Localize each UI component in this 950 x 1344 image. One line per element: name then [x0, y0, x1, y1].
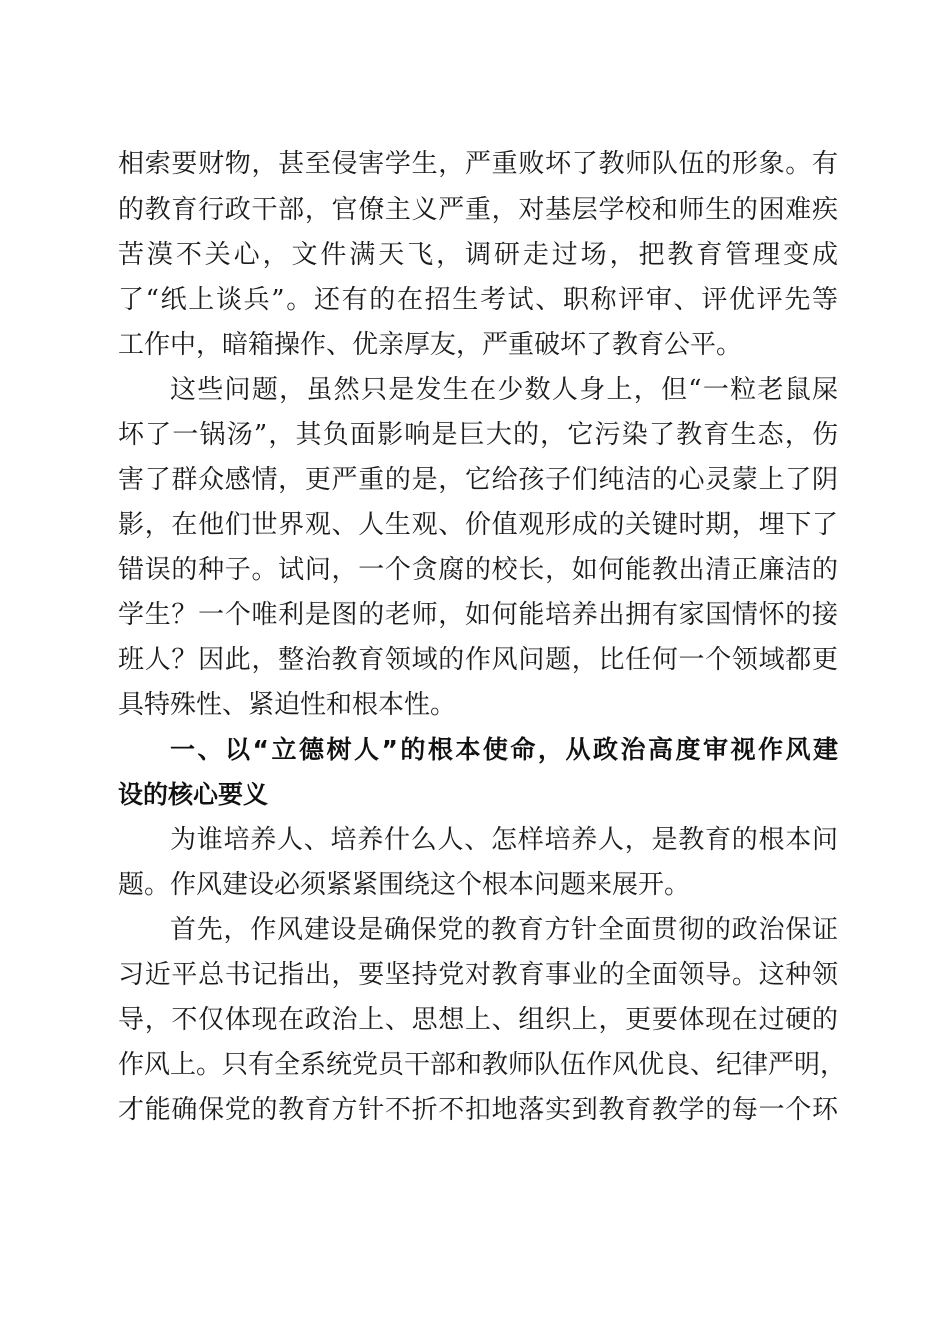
paragraph-4-line-3: 导，不仅体现在政治上、思想上、组织上，更要体现在过硬的	[118, 1005, 838, 1035]
paragraph-2-line-2: 坏了一锅汤”，其负面影响是巨大的，它污染了教育生态，伤	[118, 420, 838, 450]
paragraph-3-line-2: 题。作风建设必须紧紧围绕这个根本问题来展开。	[118, 870, 691, 900]
paragraph-2-line-7: 班人？因此，整治教育领域的作风问题，比任何一个领域都更	[118, 645, 838, 675]
paragraph-1-line-1: 相索要财物，甚至侵害学生，严重败坏了教师队伍的形象。有	[118, 149, 838, 179]
paragraph-2-line-3: 害了群众感情，更严重的是，它给孩子们纯洁的心灵蒙上了阴	[118, 465, 838, 495]
paragraph-3-line-1: 为谁培养人、培养什么人、怎样培养人，是教育的根本问	[170, 825, 838, 855]
paragraph-2-line-5: 错误的种子。试问，一个贪腐的校长，如何能教出清正廉洁的	[118, 555, 838, 585]
paragraph-2-line-1: 这些问题，虽然只是发生在少数人身上，但“一粒老鼠屎	[170, 375, 838, 405]
paragraph-4-line-5: 才能确保党的教育方针不折不扣地落实到教育教学的每一个环	[118, 1095, 838, 1125]
paragraph-1-line-3: 苦漠不关心，文件满天飞，调研走过场，把教育管理变成	[118, 240, 838, 270]
section-heading-line-2: 设的核心要义	[118, 780, 269, 809]
paragraph-4-line-1: 首先，作风建设是确保党的教育方针全面贯彻的政治保证	[170, 915, 838, 945]
paragraph-4-line-2: 习近平总书记指出，要坚持党对教育事业的全面领导。这种领	[118, 960, 838, 990]
paragraph-1-line-4: 了“纸上谈兵”。还有的在招生考试、职称评审、评优评先等	[118, 285, 838, 315]
paragraph-2-line-6: 学生？一个唯利是图的老师，如何能培养出拥有家国情怀的接	[118, 600, 838, 630]
paragraph-2-line-4: 影，在他们世界观、人生观、价值观形成的关键时期，埋下了	[118, 510, 838, 540]
paragraph-2-line-8: 具特殊性、紧迫性和根本性。	[118, 690, 457, 720]
paragraph-1-line-5: 工作中，暗箱操作、优亲厚友，严重破坏了教育公平。	[118, 330, 743, 360]
paragraph-1-line-2: 的教育行政干部，官僚主义严重，对基层学校和师生的困难疾	[118, 195, 838, 225]
paragraph-4-line-4: 作风上。只有全系统党员干部和教师队伍作风优良、纪律严明，	[118, 1050, 847, 1080]
section-heading-line-1: 一、以“立德树人”的根本使命，从政治高度审视作风建	[170, 735, 838, 764]
